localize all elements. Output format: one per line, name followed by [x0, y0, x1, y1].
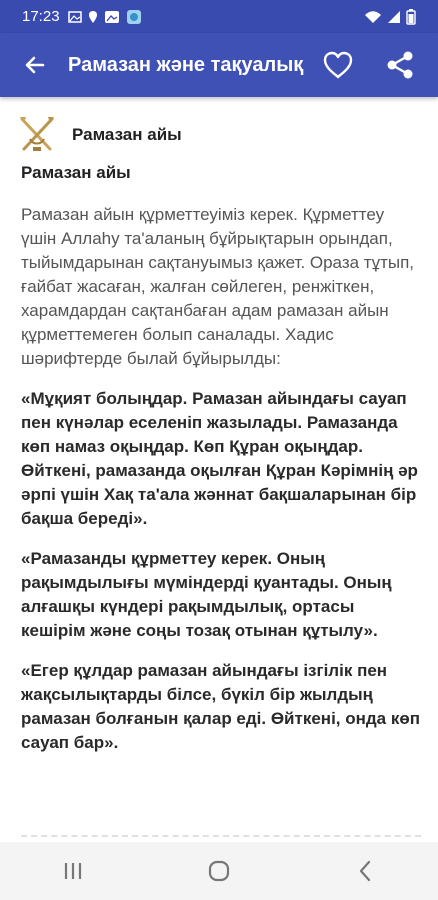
status-left-icons [68, 9, 142, 25]
app-icon [126, 9, 142, 25]
section-title: Рамазан айы [21, 163, 131, 182]
gallery-icon [68, 10, 82, 24]
status-bar [0, 0, 438, 33]
status-right-icons [364, 0, 416, 33]
hadith-quote: «Егер құлдар рамазан айындағы ізгілік пен жақсылықтарды білсе, бүкіл бір жылдың рамазан болғанын қалар еді. Өйткені, онда көп сауап бар». [21, 661, 421, 752]
recents-icon [62, 861, 84, 881]
share-button[interactable] [372, 33, 428, 97]
system-nav-bar [0, 842, 438, 900]
favorite-button[interactable] [310, 33, 366, 97]
header-title: Рамазан айы [72, 125, 182, 144]
arrow-left-icon [23, 53, 47, 77]
hadith-quote: «Рамазанды құрметтеу керек. Оның рақымдылығы мүміндерді қуантады. Оның алғашқы күндері рақымдылық, ортасы кешірім және соңы тозақ отынан құтылу». [21, 549, 392, 640]
nav-back-button[interactable] [325, 842, 405, 900]
next-paragraph-hint [21, 835, 421, 841]
home-icon [207, 859, 231, 883]
article-content[interactable] [0, 97, 438, 842]
paragraph-intro: Рамазан айын құрметтеуіміз керек. Құрметтеу үшін Аллаһу та'аланың бұйрықтарын орындап, тыйымдарынан сақтануымыз қажет. Ораза тұтып, ғайбат жасаған, жалған сөйлеген, ренжіткен, харамдардан сақтанбаған адам рамазан айын құрметтемеген болып саналады. Хадис шәрифтерде былай бұйырылды: [21, 205, 415, 368]
wifi-icon [364, 10, 382, 24]
back-icon [357, 860, 373, 882]
heart-icon [323, 51, 353, 79]
app-bar [0, 33, 438, 97]
signal-icon [387, 10, 401, 24]
share-icon [385, 50, 415, 80]
status-time: 17:23 [22, 8, 60, 25]
page-title: Рамазан және тақуалық [68, 53, 304, 76]
article-header [16, 115, 182, 155]
article-body [21, 203, 421, 771]
battery-icon [406, 9, 416, 25]
image-icon [104, 10, 120, 24]
back-button[interactable] [4, 33, 66, 97]
crossed-swords-logo-icon [16, 115, 58, 155]
home-button[interactable] [179, 842, 259, 900]
hadith-quote: «Мұқият болыңдар. Рамазан айындағы сауап пен күнәлар еселеніп жазылады. Рамазанда көп намаз оқыңдар. Көп Құран оқыңдар. Өйткені, рамазанда оқылған Құран Кәрімнің әр әрпі үшін Хақ та'ала жәннат бақшаларынан бір бақша береді». [21, 389, 418, 528]
location-icon [88, 10, 98, 24]
recents-button[interactable] [33, 842, 113, 900]
